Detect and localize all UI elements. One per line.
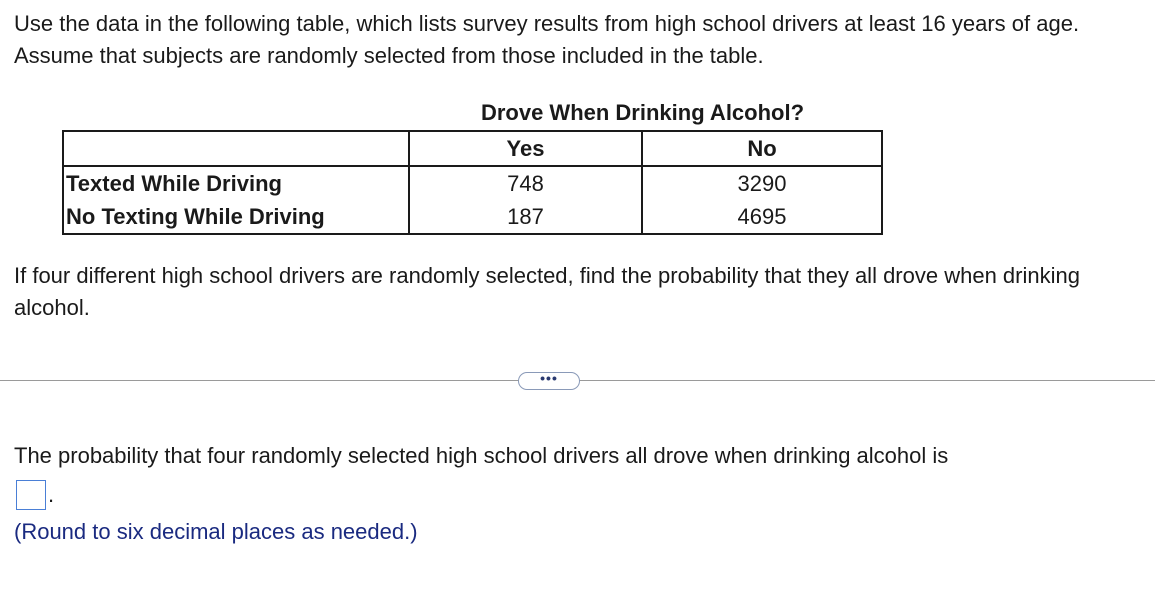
table-row: [63, 166, 882, 200]
answer-prompt: The probability that four randomly selected high school drivers all drove when drinking alcohol is: [14, 443, 949, 468]
table-header-row: [63, 131, 882, 166]
cell-no-texting-no: 4695: [642, 200, 882, 234]
question-text: If four different high school drivers are randomly selected, find the probability that they all drove when drinking alcohol.: [14, 263, 1080, 320]
column-header-no: No: [642, 131, 882, 166]
answer-line: [14, 474, 54, 510]
row-label-texted: Texted While Driving: [63, 166, 409, 200]
answer-input[interactable]: [16, 480, 46, 510]
column-header-yes: Yes: [409, 131, 642, 166]
survey-table: [62, 130, 883, 235]
cell-texted-no: 3290: [642, 166, 882, 200]
intro-text: Use the data in the following table, which lists survey results from high school drivers at least 16 years of age. Assume that subjects are randomly selected from those included in the table.: [14, 11, 1080, 68]
cell-texted-yes: 748: [409, 166, 642, 200]
rounding-hint: (Round to six decimal places as needed.): [14, 519, 418, 544]
cell-no-texting-yes: 187: [409, 200, 642, 234]
table-caption: Drove When Drinking Alcohol?: [480, 100, 805, 125]
table-row: [63, 200, 882, 234]
ellipsis-icon: •••: [540, 370, 558, 386]
answer-period: .: [48, 482, 55, 507]
more-options-button[interactable]: [518, 372, 580, 390]
table-corner-cell: [63, 131, 409, 166]
row-label-no-texting: No Texting While Driving: [63, 200, 409, 234]
